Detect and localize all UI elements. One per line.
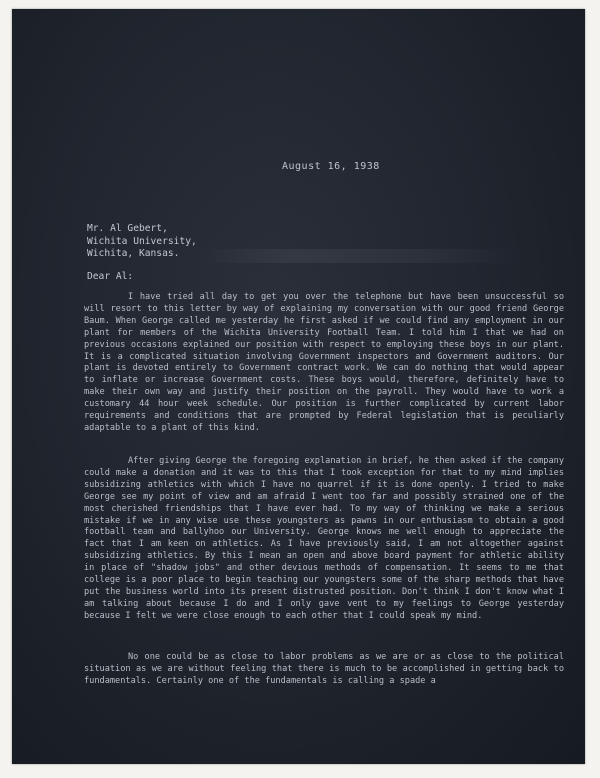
body-paragraph-3: No one could be as close to labor problems as we are or as close to the political situation as we are without feeling that there is much to be accomplished in getting back to fundamentals. Certainly one of the fundamentals is calling a spade a bbox=[84, 652, 564, 686]
address-line-organization: Wichita University, bbox=[87, 235, 197, 247]
address-line-name: Mr. Al Gebert, bbox=[87, 223, 168, 234]
letter-date: August 16, 1938 bbox=[282, 161, 380, 172]
body-paragraph-2: After giving George the foregoing explanation in brief, he then asked if the company could make a donation and it was to this that I took exception for that to my mind implies subsidizing athletics with which I have no quarrel if it is done openly. I tried to make George see my point of view and am afraid I went too far and possibly strained one of the most cherished friendships that I have ever had. To my way of thinking we make a serious mistake if we in any wise use these youngsters as pawns in our enthusiasm to obtain a good football team and ballyhoo our University. George knows me well enough to appreciate the fact that I am keen on athletics. As I have previously said, I am not altogether against subsidizing athletics. By this I mean an open and above board payment for athletic ability in place of "shadow jobs" and other devious methods of compensation. It seems to me that college is a poor place to begin teaching our youngsters some of the sharp methods that have put the business world into its present distrusted position. Don't think I don't know what I am talking about because I do and I only gave vent to my feelings to George yesterday because I felt we were close enough to each other that I could speak my mind. bbox=[84, 456, 564, 621]
body-paragraph-1: I have tried all day to get you over the telephone but have been unsuccessful so will resort to this letter by way of explaining my conversation with our good friend George Baum. When George called me yesterday he first asked if we could find any employment in our plant for members of the Wichita University Football Team. I told him I that we had on previous occasions explained our position with respect to employing these boys in our plant. It is a complicated situation involving Government inspectors and Government auditors. Our plant is devoted entirely to Government contract work. We can do nothing that would appear to inflate or increase Government costs. These boys would, therefore, definitely have to make their own way and justify their position on the payroll. They would have to work a customary 44 hour week schedule. Our position is further complicated by current labor requirements and conditions that are prompted by Federal legislation that is peculiarly adaptable to a plant of this kind. bbox=[84, 292, 564, 433]
ink-smudge bbox=[197, 249, 517, 263]
address-line-city: Wichita, Kansas. bbox=[87, 248, 180, 260]
recipient-address bbox=[87, 223, 197, 261]
letter-page bbox=[12, 9, 585, 764]
salutation: Dear Al: bbox=[87, 271, 134, 282]
